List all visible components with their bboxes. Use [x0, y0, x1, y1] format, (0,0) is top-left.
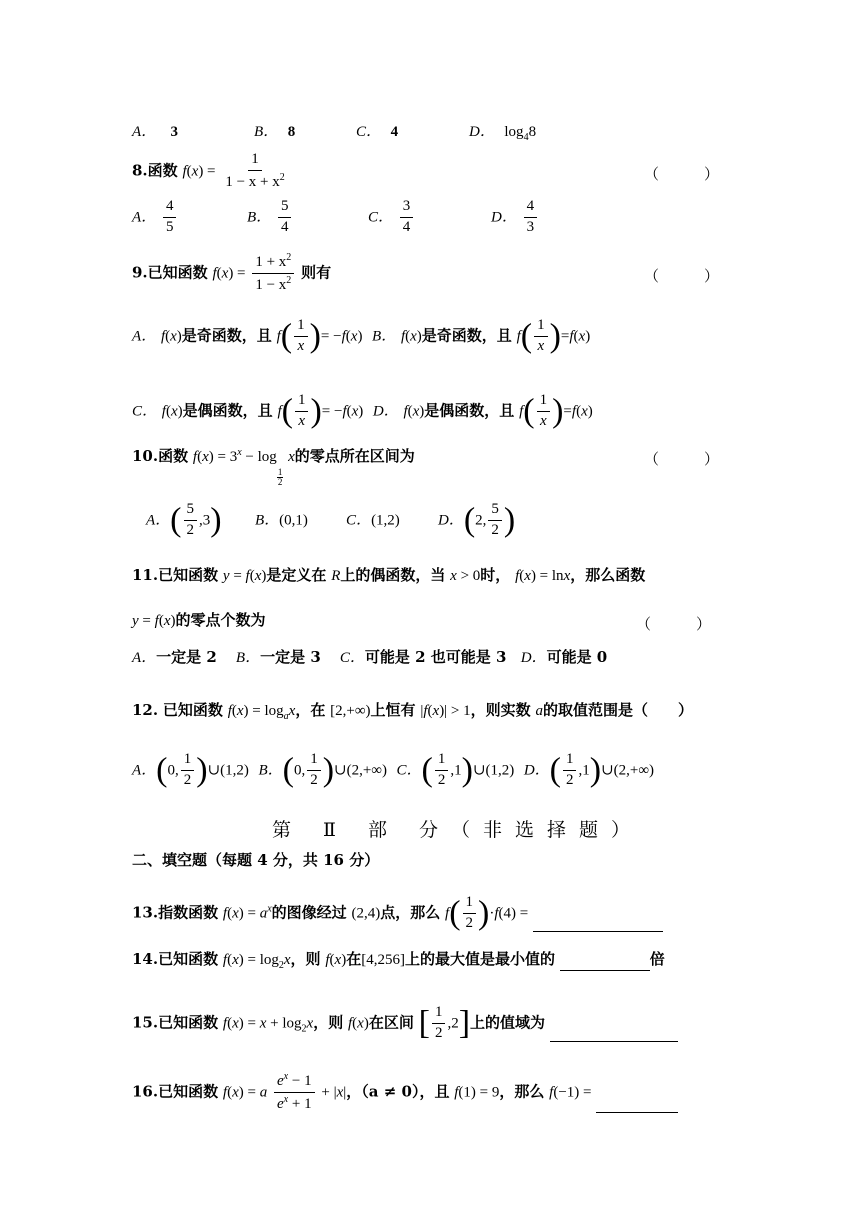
q7-option-a: A． 3: [132, 124, 178, 140]
q8-option-c: C． $\frac{3}{4}$: [368, 199, 415, 236]
q11-stem-line2: y = f(x)的零点个数为: [132, 611, 266, 629]
q10-options: A．( $\frac{5}{2}$ ,3) B．(0,1) C．(1,2) D．(2, $\frac{5}{2}$ ): [146, 501, 516, 539]
q12-stem: 12. 已知函数 $f(x) = \log_ax$，在 [2,+∞)上恒有 |f(x)| > 1，则实数 a的取值范围是（ ）: [132, 701, 693, 722]
q8-fraction: $\frac{1}{1 - x + x^2}$: [225, 151, 285, 190]
q10-stem: 10.函数 $f(x) = 3^x - \log$ $\frac{1}{2}$ x的零点所在区间为: [132, 447, 415, 487]
q8-option-d: D． $\frac{4}{3}$: [491, 199, 539, 236]
q14-answer-blank[interactable]: [560, 954, 650, 971]
q9-stem: 9.已知函数 f(x) = $\frac{1 + x^2}{1 - x^2}$ 则有: [132, 252, 332, 293]
q8-option-b: B． $\frac{5}{4}$: [247, 199, 293, 236]
q13-answer-blank[interactable]: [533, 915, 663, 932]
q11-answer-bracket: （ ）: [636, 615, 712, 633]
q9-options-cd: C． f(x)是偶函数，且 f( $\frac{1}{x}$ )= −f(x) D． f(x)是偶函数，且 f( $\frac{1}{x}$ )=f(x): [132, 392, 593, 430]
q7-option-c: C． 4: [356, 124, 399, 140]
q8-option-a: A． $\frac{4}{5}$: [132, 199, 178, 236]
q9-answer-bracket: （ ）: [644, 267, 720, 285]
section-title: 第 Ⅱ 部 分（非选择题）: [272, 819, 644, 841]
q11-options: A．一定是 2 B．一定是 3 C．可能是 2 也可能是 3 D．可能是 0: [132, 648, 608, 666]
q10-answer-bracket: （ ）: [644, 450, 720, 468]
fill-in-heading: 二、填空题（每题 4 分，共 16 分）: [132, 851, 380, 869]
q13-stem: 13.指数函数 $f(x) = a^x$的图像经过 (2,4)点，那么 f( $\frac{1}{2}$ )·f(4) =: [132, 895, 663, 932]
q7-option-b: B． 8: [254, 124, 296, 140]
q14-stem: 14.已知函数 $f(x) = \log_2x$，则 f(x)在[4,256]上的最大值是最小值的 倍: [132, 950, 665, 971]
q16-answer-blank[interactable]: [596, 1096, 678, 1113]
q9-options-ab: A． f(x)是奇函数，且 f( $\frac{1}{x}$ )= −f(x) B． f(x)是奇函数，且 f( $\frac{1}{x}$ )=f(x): [132, 317, 591, 355]
q11-stem-line1: 11.已知函数 y = f(x)是定义在 R上的偶函数，当 x > 0时， f(x) = lnx，那么函数: [132, 566, 646, 584]
q8-answer-bracket: （ ）: [644, 165, 720, 183]
q12-options: A．(0, $\frac{1}{2}$ )∪(1,2) B．(0, $\frac{1}{2}$ )∪(2,+∞) C．( $\frac{1}{2}$ ,1)∪(1,2) D．( $\frac{1}{2}$ ,1)∪(2,+∞): [132, 751, 655, 789]
q16-stem: 16.已知函数 f(x) = a $\frac{e^x - 1}{e^x + 1}$ + |x|，（a ≠ 0），且 f(1) = 9，那么 f(−1) =: [132, 1072, 678, 1113]
q15-stem: 15.已知函数 $f(x) = x + \log_2x$，则 f(x)在区间 [ $\frac{1}{2}$ ,2]上的值域为: [132, 1005, 678, 1042]
q8-stem: 8.函数 f(x) = $\frac{1}{1 - x + x^2}$: [132, 152, 290, 191]
q15-answer-blank[interactable]: [550, 1025, 678, 1042]
q7-option-d: D． $\log_48$: [469, 124, 537, 143]
